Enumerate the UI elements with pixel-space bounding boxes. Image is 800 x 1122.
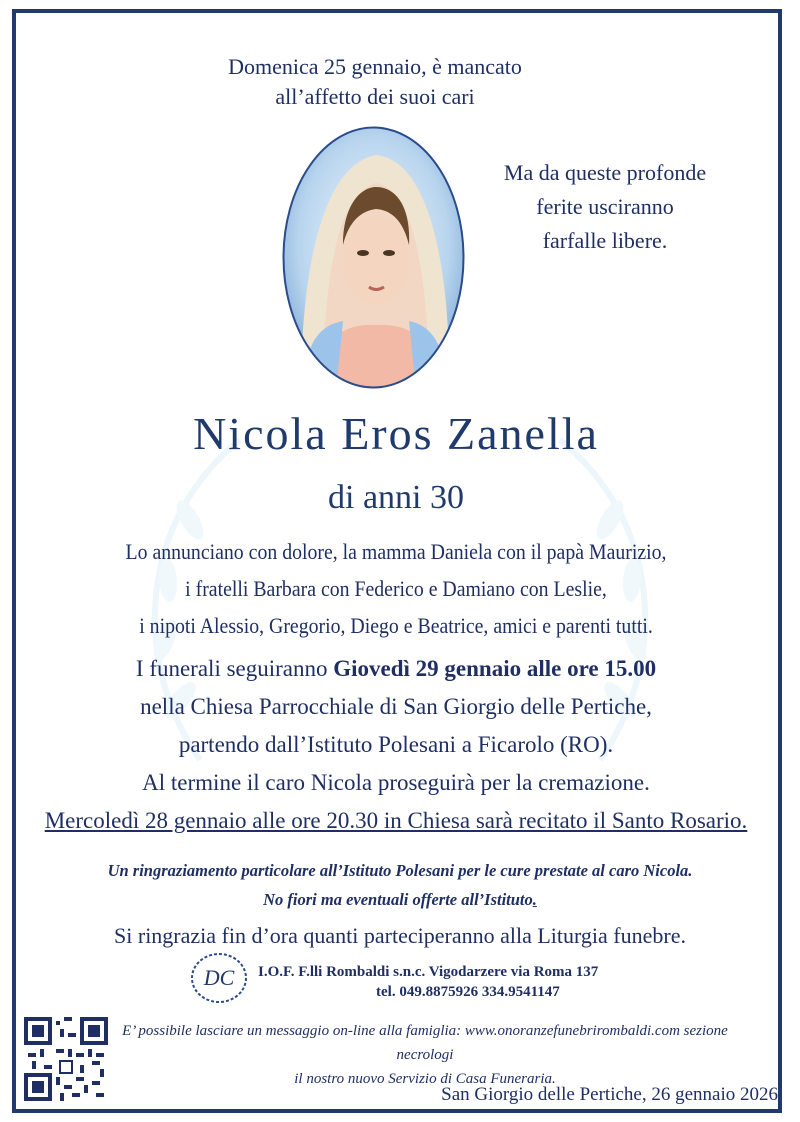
company-address: I.O.F. F.lli Rombaldi s.n.c. Vigodarzere via Roma 137 bbox=[258, 964, 599, 980]
funeral-line-4: Al termine il caro Nicola proseguirà per la cremazione. bbox=[142, 770, 650, 795]
online-message bbox=[110, 1019, 740, 1091]
announcement-line-2: i fratelli Barbara con Federico e Damiano con Leslie, bbox=[185, 576, 607, 601]
special-thanks-line-1: Un ringraziamento particolare all’Istituto Polesani per le cure prestate al caro Nicola. bbox=[107, 861, 693, 880]
deceased-name: Nicola Eros Zanella bbox=[193, 408, 599, 459]
company-phone: tel. 049.8875926 334.9541147 bbox=[376, 984, 560, 1000]
qr-code[interactable] bbox=[24, 1017, 108, 1101]
online-line-1: E’ possibile lasciare un messaggio on-line alla famiglia: www.onoranzefunebrirombaldi.com sezione necrologi bbox=[122, 1023, 728, 1063]
special-thanks bbox=[30, 856, 770, 914]
intro-line-2: all’affetto dei suoi cari bbox=[275, 84, 475, 109]
funeral-prefix: I funerali seguiranno bbox=[135, 656, 334, 681]
deceased-age: di anni 30 bbox=[328, 479, 464, 516]
company-info bbox=[258, 962, 598, 1002]
funeral-line-2: nella Chiesa Parrocchiale di San Giorgio delle Pertiche, bbox=[140, 694, 652, 719]
rosary-notice: Mercoledì 28 gennaio alle ore 20.30 in Chiesa sarà recitato il Santo Rosario. bbox=[44, 808, 748, 833]
no-flowers-end: . bbox=[532, 890, 537, 909]
announcement bbox=[76, 533, 717, 644]
no-flowers-text: No fiori ma eventuali offerte all’Istituto bbox=[263, 890, 533, 909]
thanks-text: Si ringrazia fin d’ora quanti parteciperanno alla Liturgia funebre. bbox=[114, 923, 686, 948]
announcement-line-3: i nipoti Alessio, Gregorio, Diego e Beatrice, amici e parenti tutti. bbox=[139, 613, 653, 638]
quote-text bbox=[470, 156, 740, 258]
online-line-2: il nostro nuovo Servizio di Casa Funeraria. bbox=[294, 1071, 556, 1087]
intro-line-1: Domenica 25 gennaio, è mancato bbox=[228, 54, 522, 79]
funeral-details bbox=[30, 650, 762, 840]
funeral-line-1 bbox=[30, 650, 762, 688]
funeral-line-3: partendo dall’Istituto Polesani a Ficarolo (RO). bbox=[178, 732, 614, 757]
place-date: San Giorgio delle Pertiche, 26 gennaio 2026 bbox=[441, 1084, 778, 1105]
announcement-line-1: Lo annunciano con dolore, la mamma Daniela con il papà Maurizio, bbox=[125, 539, 667, 564]
quote-line-3: farfalle libere. bbox=[542, 228, 668, 253]
madonna-portrait bbox=[281, 125, 466, 390]
company-logo bbox=[188, 952, 250, 1006]
quote-line-2: ferite usciranno bbox=[536, 194, 674, 219]
intro-text bbox=[150, 52, 600, 112]
quote-line-1: Ma da queste profonde bbox=[503, 160, 707, 185]
special-thanks-line-2 bbox=[30, 885, 770, 914]
funeral-date: Giovedì 29 gennaio alle ore 15.00 bbox=[333, 656, 657, 681]
company-logo-text: DC bbox=[203, 965, 235, 990]
